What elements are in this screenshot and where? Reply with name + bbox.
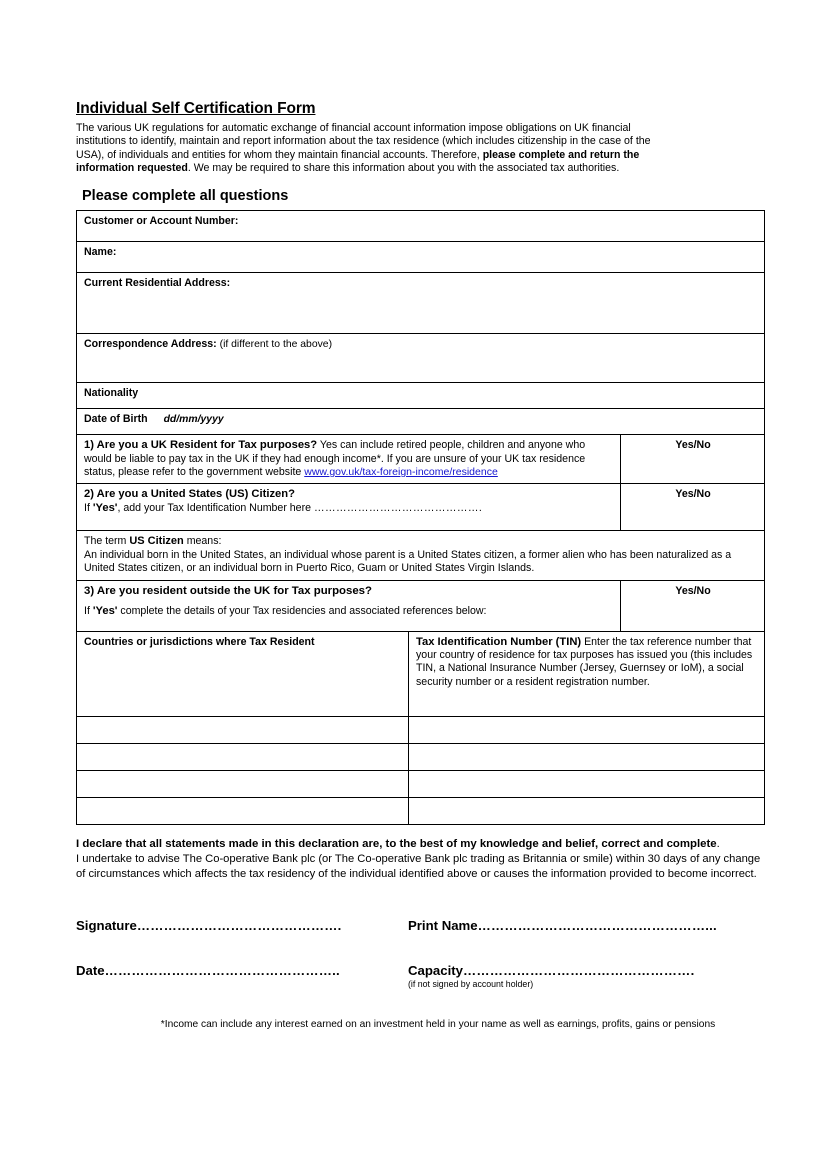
us-citizen-definition	[77, 531, 765, 580]
declaration-section	[76, 837, 764, 883]
date-field[interactable]	[76, 963, 408, 978]
nationality-field[interactable]: Nationality	[77, 383, 765, 409]
dob-format-hint: dd/mm/yyyy	[163, 414, 224, 426]
capacity-label: Capacity	[408, 963, 463, 979]
question-2-sub-bold: 'Yes'	[92, 501, 118, 514]
intro-text-part1: The various UK regulations for automatic exchange of financial account information impose obligations on UK financial institutions to identify, maintain and report information about the tax residence (which includes citizenship in the case of the USA), of individuals and entities for whom they maintain financial accounts. Therefore,	[76, 122, 651, 161]
tin-entry-dots[interactable]: ……………………………………….	[313, 501, 483, 514]
table-row-tin-entry	[77, 797, 765, 824]
table-row-question-3	[77, 580, 765, 631]
capacity-column	[408, 963, 764, 989]
table-row-question-2	[77, 484, 765, 531]
tin-country-input-1[interactable]	[77, 743, 409, 770]
signature-field[interactable]	[76, 918, 408, 933]
correspondence-label: Correspondence Address:	[84, 338, 217, 351]
declaration-bold-statement	[76, 837, 764, 852]
date-column	[76, 963, 408, 989]
question-3-sub	[84, 605, 614, 618]
tin-number-input-1[interactable]	[409, 743, 765, 770]
table-row-name	[77, 242, 765, 273]
table-row-customer-number	[77, 211, 765, 242]
table-row-nationality	[77, 383, 765, 409]
question-2-sub-prefix: If	[84, 501, 93, 514]
table-row-tin-entry	[77, 770, 765, 797]
tin-header-text: Enter the tax reference number that your country of residence for tax purposes has issued you (this includes TIN, a National Insurance Number (Jersey, Guernsey or IoM), a social security number or a resident registration number.	[416, 635, 753, 688]
capacity-note: (if not signed by account holder)	[408, 979, 534, 990]
tin-number-input-2[interactable]	[409, 770, 765, 797]
print-name-dots: ……………………………………………...	[477, 918, 717, 934]
definition-lead-suffix: means:	[183, 535, 222, 548]
declaration-body-text: I undertake to advise The Co-operative Bank plc (or The Co-operative Bank plc trading as Britannia or smile) within 30 days of any change of circumstances which affects the tax residency of the individual identified above or causes the information provided to become incorrect.	[76, 852, 761, 880]
intro-paragraph	[76, 122, 676, 175]
correspondence-hint: (if different to the above)	[219, 339, 333, 351]
signature-row-1	[76, 918, 764, 933]
question-2-answer[interactable]: Yes/No	[621, 484, 765, 531]
table-row-current-address	[77, 273, 765, 334]
definition-body: An individual born in the United States, an individual whose parent is a United States citizen, a former alien who has been naturalized as a United States citizen, or an individual born in Puerto Rico, Guam or United States Virgin Islands.	[84, 548, 732, 575]
question-3-text	[77, 580, 621, 631]
declaration-bold-tail: .	[716, 837, 720, 850]
question-3-sub-text: complete the details of your Tax residencies and associated references below:	[117, 605, 487, 618]
date-dots: ……………………………………………..	[104, 963, 340, 979]
signature-row-2	[76, 963, 764, 989]
tin-number-input-0[interactable]	[409, 716, 765, 743]
dob-label: Date of Birth	[84, 413, 148, 426]
table-row-tin-entry	[77, 743, 765, 770]
current-address-field[interactable]: Current Residential Address:	[77, 273, 765, 334]
tin-country-input-0[interactable]	[77, 716, 409, 743]
intro-text-bold: please complete and return the information requested	[76, 148, 640, 174]
page-title: Individual Self Certification Form	[76, 100, 316, 117]
signature-dots: ……………………………………….	[136, 918, 342, 934]
question-1-text	[77, 435, 621, 484]
declaration-bold-text: I declare that all statements made in this declaration are, to the best of my knowledge and belief, correct and complete	[76, 837, 717, 850]
question-1-body: Yes can include retired people, children and anyone who would be liable to pay tax in the UK if they had enough income*. If you are unsure of your UK tax residence status, please refer to the government website	[84, 439, 586, 478]
name-field[interactable]: Name:	[77, 242, 765, 273]
income-footnote: *Income can include any interest earned on an investment held in your name as well as earnings, profits, gains or pensions	[160, 1019, 716, 1031]
definition-lead-prefix: The term	[84, 535, 130, 548]
correspondence-address-field[interactable]	[77, 334, 765, 383]
table-row-us-citizen-definition	[77, 531, 765, 580]
signature-block	[76, 918, 764, 1030]
section-heading: Please complete all questions	[82, 188, 289, 205]
capacity-dots: …………………………………………….	[462, 963, 695, 979]
question-3-sub-bold: 'Yes'	[92, 605, 118, 618]
tin-column-1-header: Countries or jurisdictions where Tax Resident	[77, 631, 409, 716]
date-of-birth-field[interactable]	[77, 409, 765, 435]
document-content	[76, 100, 764, 1030]
question-3-bold: 3) Are you resident outside the UK for Tax purposes?	[84, 584, 372, 597]
question-1-answer[interactable]: Yes/No	[621, 435, 765, 484]
print-name-label: Print Name	[408, 918, 478, 934]
table-row-tin-header	[77, 631, 765, 716]
tin-country-input-3[interactable]	[77, 797, 409, 824]
question-3-answer[interactable]: Yes/No	[621, 580, 765, 631]
date-label: Date	[76, 963, 105, 979]
question-1-bold: 1) Are you a UK Resident for Tax purposes?	[84, 439, 318, 452]
customer-number-field[interactable]: Customer or Account Number:	[77, 211, 765, 242]
intro-text-part2: . We may be required to share this information about you with the associated tax authorities.	[187, 161, 620, 174]
definition-lead-bold: US Citizen	[129, 535, 184, 548]
signature-column	[76, 918, 408, 933]
certification-form-table	[76, 210, 765, 824]
signature-label: Signature	[76, 918, 137, 934]
question-2-bold: 2) Are you a United States (US) Citizen?	[84, 488, 295, 501]
table-row-tin-entry	[77, 716, 765, 743]
capacity-field[interactable]	[408, 963, 764, 978]
tin-number-input-3[interactable]	[409, 797, 765, 824]
question-2-sub-text: , add your Tax Identification Number here	[117, 501, 314, 514]
tin-country-input-2[interactable]	[77, 770, 409, 797]
table-row-question-1	[77, 435, 765, 484]
tin-header-bold: Tax Identification Number (TIN)	[416, 635, 582, 648]
tin-column-2-header	[409, 631, 765, 716]
table-row-date-of-birth	[77, 409, 765, 435]
print-name-field[interactable]	[408, 918, 764, 933]
print-name-column	[408, 918, 764, 933]
question-3-sub-prefix: If	[84, 605, 93, 618]
table-row-correspondence-address	[77, 334, 765, 383]
question-2-text	[77, 484, 621, 531]
gov-uk-residence-link[interactable]: www.gov.uk/tax-foreign-income/residence	[304, 466, 498, 478]
